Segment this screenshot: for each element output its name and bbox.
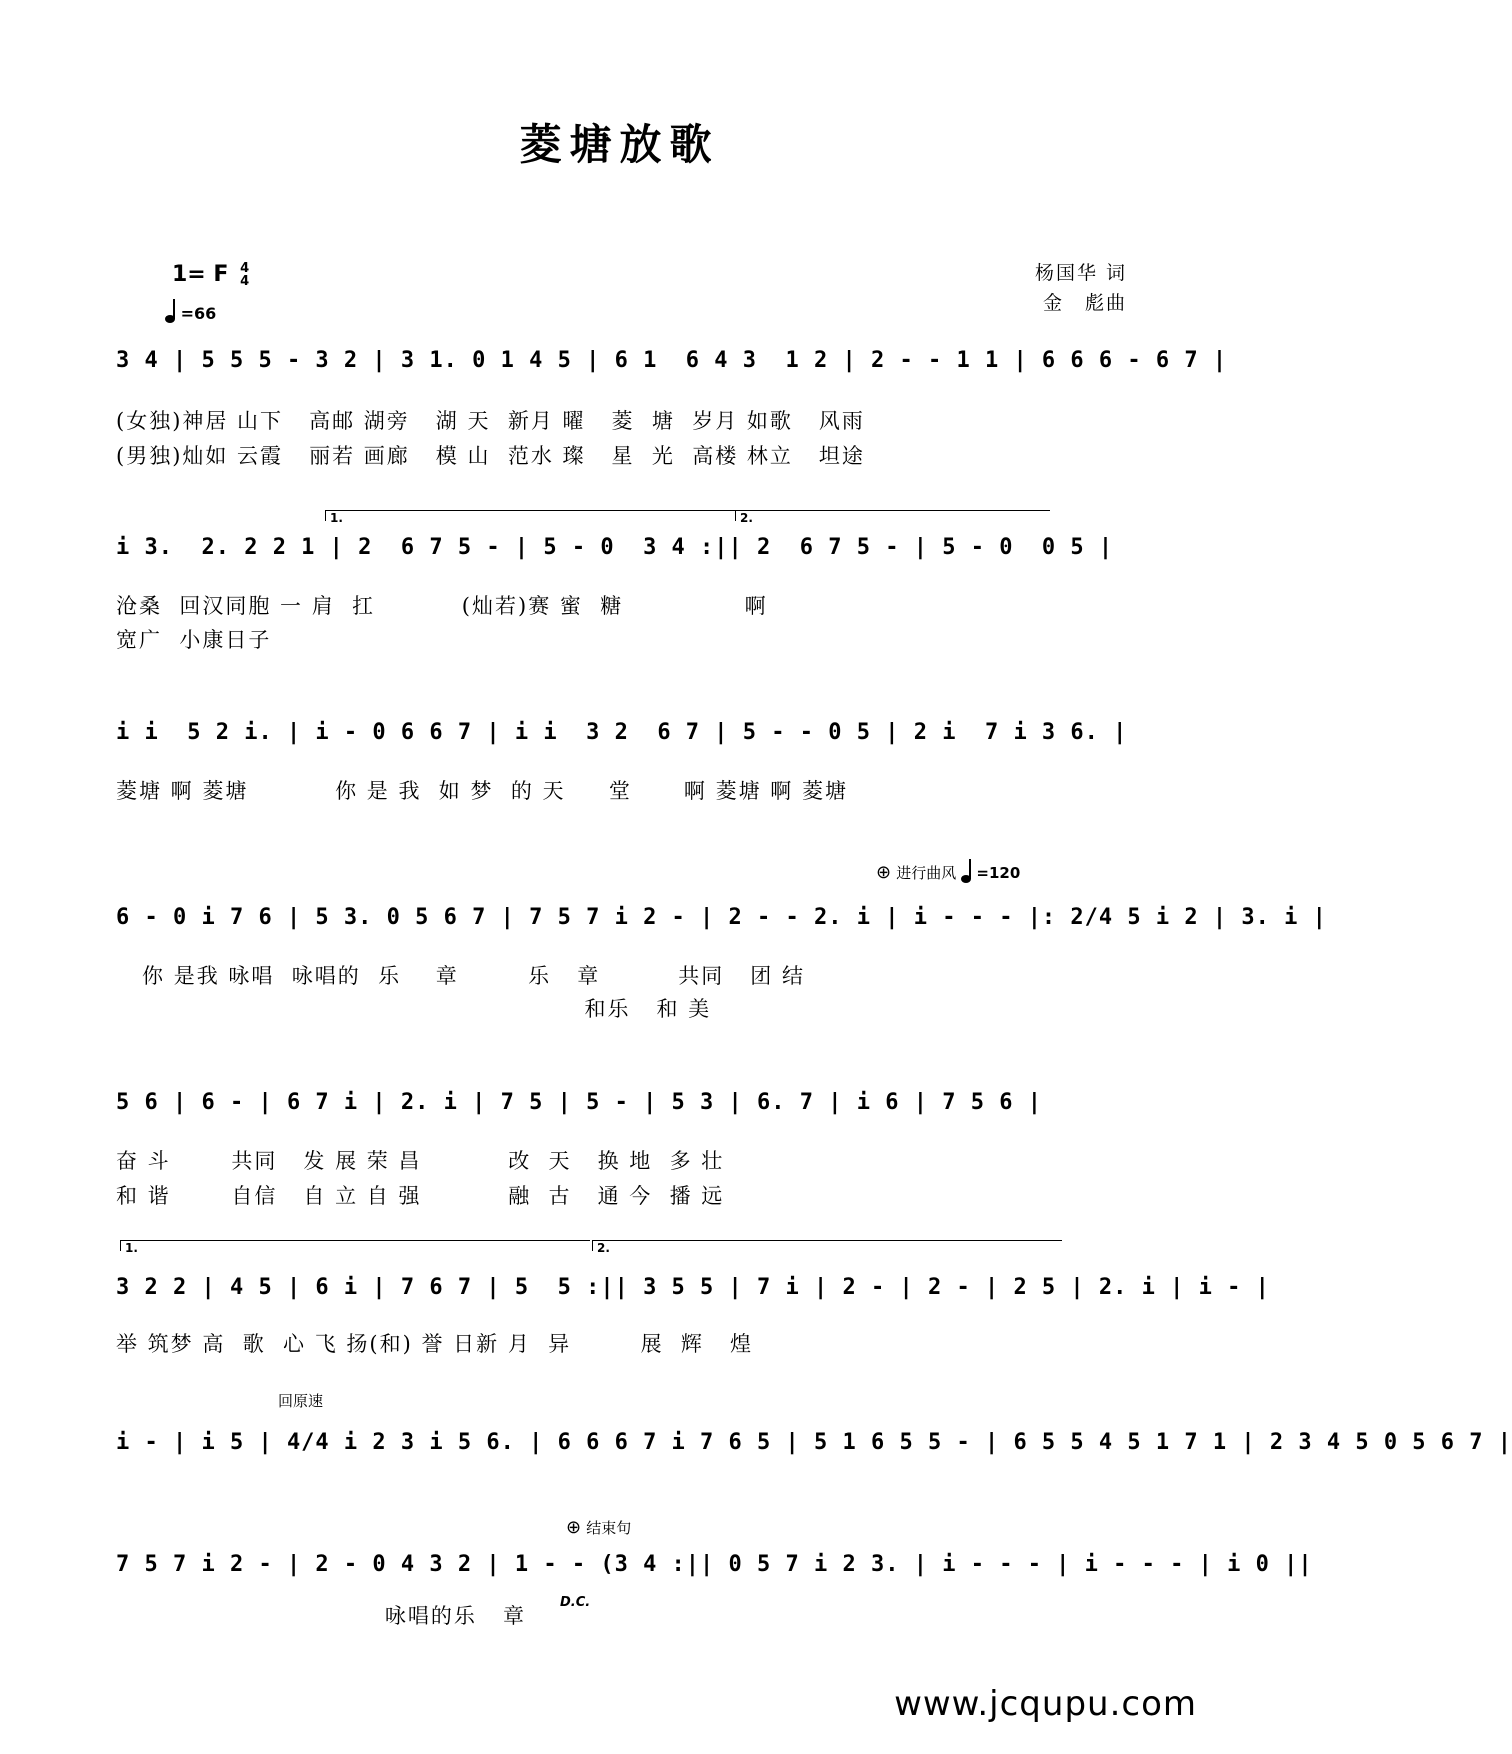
lyric-row-4-verse-1: 你 是我 咏唱 咏唱的 乐 章 乐 章 共同 团 结 bbox=[116, 964, 805, 988]
lyric-row-4-verse-2: 和乐 和 美 bbox=[116, 997, 712, 1021]
staff-row-1: 3 4 | 5 5 5 - 3 2 | 3 1. 0 1 4 5 | 6 1 6 4 3 1 2 | 2 - - 1 1 | 6 6 6 - 6 7 | bbox=[116, 348, 1228, 373]
key-label: 1= F bbox=[172, 262, 229, 287]
lyric-row-3: 菱塘 啊 菱塘 你 是 我 如 梦 的 天 堂 啊 菱塘 啊 菱塘 bbox=[116, 779, 848, 803]
watermark: www.jcqupu.com bbox=[894, 1684, 1197, 1724]
tempo-value: =66 bbox=[180, 304, 217, 323]
coda-icon: ⊕ bbox=[566, 1517, 582, 1538]
time-signature bbox=[240, 262, 249, 288]
volta-1-bracket: 1. bbox=[325, 510, 735, 521]
song-title: 菱塘放歌 bbox=[519, 120, 720, 169]
composer: 金 彪曲 bbox=[1042, 292, 1127, 314]
volta-1-bracket-b: 1. bbox=[120, 1240, 590, 1251]
segno-icon: ⊕ bbox=[876, 862, 892, 883]
lyric-row-5-verse-1: 奋 斗 共同 发 展 荣 昌 改 天 换 地 多 壮 bbox=[116, 1149, 725, 1173]
lyric-row-1-verse-2: (男独)灿如 云霞 丽若 画廊 模 山 范水 璨 星 光 高楼 林立 坦途 bbox=[116, 444, 865, 468]
lyric-row-8: 咏唱的乐 章 bbox=[116, 1604, 526, 1628]
dc-marking: D.C. bbox=[560, 1595, 591, 1610]
staff-row-5: 5 6 | 6 - | 6 7 i | 2. i | 7 5 | 5 - | 5 3 | 6. 7 | i 6 | 7 5 6 | bbox=[116, 1090, 1042, 1115]
volta-2-bracket: 2. bbox=[735, 510, 1050, 521]
march-marking bbox=[876, 862, 1020, 883]
credits bbox=[1035, 258, 1127, 318]
quarter-note-icon bbox=[961, 875, 971, 883]
meter-top: 4 bbox=[240, 261, 250, 276]
tempo-marking bbox=[165, 304, 216, 323]
meter-bottom: 4 bbox=[240, 274, 250, 289]
volta-2-bracket-b: 2. bbox=[592, 1240, 1062, 1251]
lyric-row-5-verse-2: 和 谐 自信 自 立 自 强 融 古 通 今 播 远 bbox=[116, 1184, 725, 1208]
coda-label: 结束句 bbox=[586, 1519, 632, 1537]
staff-row-7: i - | i 5 | 4/4 i 2 3 i 5 6. | 6 6 6 7 i 7 6 5 | 5 1 6 5 5 - | 6 5 5 4 5 1 7 1 | 2 3 4 5 0 5 6 7 | bbox=[116, 1430, 1512, 1455]
lyricist: 杨国华 词 bbox=[1034, 262, 1127, 284]
staff-row-8: 7 5 7 i 2 - | 2 - 0 4 3 2 | 1 - - (3 4 :|| 0 5 7 i 2 3. | i - - - | i - - - | i 0 || bbox=[116, 1552, 1313, 1577]
staff-row-3: i i 5 2 i. | i - 0 6 6 7 | i i 3 2 6 7 | 5 - - 0 5 | 2 i 7 i 3 6. | bbox=[116, 720, 1128, 745]
restore-tempo-label: 回原速 bbox=[278, 1392, 324, 1410]
lyric-row-2-verse-2: 宽广 小康日子 bbox=[116, 628, 272, 652]
staff-row-4: 6 - 0 i 7 6 | 5 3. 0 5 6 7 | 7 5 7 i 2 - | 2 - - 2. i | i - - - |: 2/4 5 i 2 | 3. i | bbox=[116, 905, 1327, 930]
staff-row-6: 3 2 2 | 4 5 | 6 i | 7 6 7 | 5 5 :|| 3 5 5 | 7 i | 2 - | 2 - | 2 5 | 2. i | i - | bbox=[116, 1275, 1270, 1300]
lyric-row-2-verse-1: 沧桑 回汉同胞 一 肩 扛 (灿若)赛 蜜 糖 啊 bbox=[116, 594, 768, 618]
march-tempo: =120 bbox=[976, 864, 1021, 882]
staff-row-2: i 3. 2. 2 2 1 | 2 6 7 5 - | 5 - 0 3 4 :|| 2 6 7 5 - | 5 - 0 0 5 | bbox=[116, 535, 1114, 560]
key-signature bbox=[172, 262, 249, 288]
lyric-row-1-verse-1: (女独)神居 山下 高邮 湖旁 湖 天 新月 曜 菱 塘 岁月 如歌 风雨 bbox=[116, 409, 865, 433]
coda-marking bbox=[566, 1517, 631, 1538]
lyric-row-6: 举 筑梦 高 歌 心 飞 扬(和) 誉 日新 月 异 展 辉 煌 bbox=[116, 1332, 753, 1356]
march-label: 进行曲风 bbox=[896, 864, 957, 882]
quarter-note-icon bbox=[165, 315, 175, 323]
